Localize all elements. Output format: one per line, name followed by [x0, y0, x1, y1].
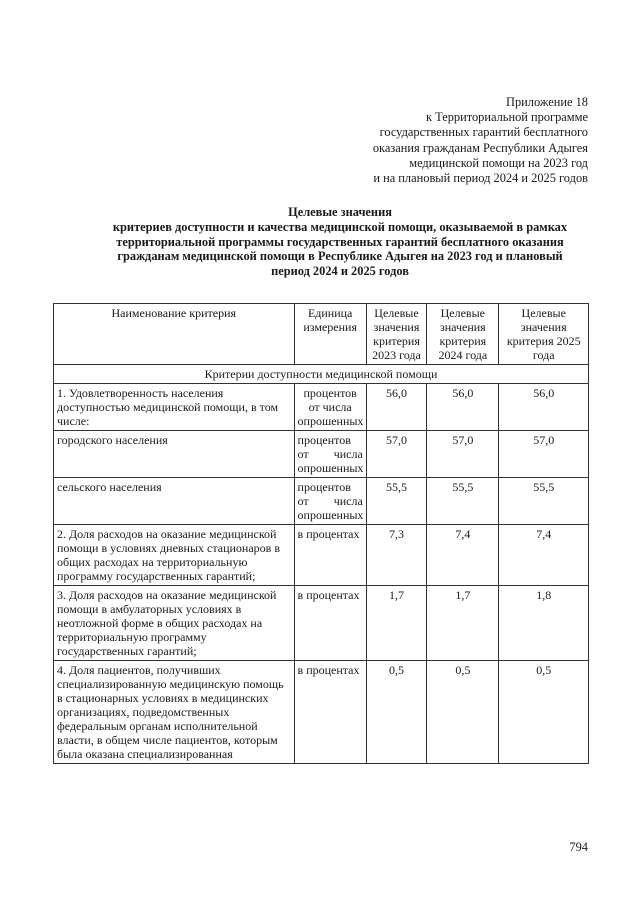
- table-row: [54, 431, 589, 478]
- value-2025: 1,8: [499, 586, 589, 661]
- value-2024: 56,0: [427, 384, 499, 431]
- appendix-header: [258, 95, 588, 186]
- criteria-table: [53, 303, 589, 764]
- criterion-unit: процентов от числа опрошенных: [294, 384, 366, 431]
- value-2024: 55,5: [427, 478, 499, 525]
- title-line: период 2024 и 2025 годов: [271, 264, 409, 279]
- criterion-unit: процентов от числа опрошенных: [294, 478, 366, 525]
- criterion-name: сельского населения: [54, 478, 295, 525]
- table-row: [54, 525, 589, 586]
- value-2023: 56,0: [366, 384, 426, 431]
- value-2024: 57,0: [427, 431, 499, 478]
- value-2025: 7,4: [499, 525, 589, 586]
- criterion-name: городского населения: [54, 431, 295, 478]
- appendix-line: к Территориальной программе: [426, 110, 588, 125]
- value-2024: 0,5: [427, 661, 499, 764]
- value-2025: 57,0: [499, 431, 589, 478]
- header-criterion-name: Наименование критерия: [54, 304, 295, 365]
- value-2025: 0,5: [499, 661, 589, 764]
- table-row: [54, 586, 589, 661]
- value-2025: 55,5: [499, 478, 589, 525]
- criterion-name: 1. Удовлетворенность населения доступностью медицинской помощи, в том числе:: [54, 384, 295, 431]
- appendix-line: оказания гражданам Республики Адыгея: [372, 140, 588, 155]
- document-title: [100, 205, 580, 279]
- value-2024: 1,7: [427, 586, 499, 661]
- criterion-unit: процентов от числа опрошенных: [294, 431, 366, 478]
- table-row: [54, 384, 589, 431]
- appendix-line: медицинской помощи на 2023 год: [409, 155, 588, 170]
- header-unit: Единица измерения: [294, 304, 366, 365]
- value-2023: 0,5: [366, 661, 426, 764]
- appendix-line: Приложение 18: [506, 95, 588, 109]
- header-target-2024: Целевые значения критерия 2024 года: [427, 304, 499, 365]
- title-line: территориальной программы государственных гарантий бесплатного оказания: [116, 234, 564, 249]
- title-line: критериев доступности и качества медицинской помощи, оказываемой в рамках: [112, 219, 568, 234]
- value-2024: 7,4: [427, 525, 499, 586]
- value-2023: 57,0: [366, 431, 426, 478]
- appendix-line: государственных гарантий бесплатного: [379, 125, 588, 140]
- criterion-unit: в процентах: [294, 586, 366, 661]
- criterion-name: 3. Доля расходов на оказание медицинской помощи в амбулаторных условиях в неотложной форме в общих расходах на территориальную программу государственных гарантий;: [54, 586, 295, 661]
- criterion-name: 4. Доля пациентов, получивших специализированную медицинскую помощь в стационарных условиях в медицинских организациях, подведомственных федеральным органам исполнительной власти, в общем числе пациентов, которым была оказана специализированная: [54, 661, 295, 764]
- section-title: Критерии доступности медицинской помощи: [54, 365, 589, 384]
- table-header-row: [54, 304, 589, 365]
- criterion-unit: в процентах: [294, 661, 366, 764]
- table-row: [54, 478, 589, 525]
- criterion-unit: в процентах: [294, 525, 366, 586]
- title-line: гражданам медицинской помощи в Республике Адыгея на 2023 год и плановый: [117, 249, 563, 264]
- section-row: [54, 365, 589, 384]
- page-number: 794: [569, 840, 588, 854]
- value-2023: 7,3: [366, 525, 426, 586]
- value-2023: 1,7: [366, 586, 426, 661]
- appendix-line: и на плановый период 2024 и 2025 годов: [373, 171, 588, 186]
- value-2025: 56,0: [499, 384, 589, 431]
- table-row: [54, 661, 589, 764]
- value-2023: 55,5: [366, 478, 426, 525]
- title-line: Целевые значения: [288, 205, 392, 219]
- header-target-2023: Целевые значения критерия 2023 года: [366, 304, 426, 365]
- header-target-2025: Целевые значения критерия 2025 года: [499, 304, 589, 365]
- criterion-name: 2. Доля расходов на оказание медицинской помощи в условиях дневных стационаров в общих расходах на территориальную программу государственных гарантий;: [54, 525, 295, 586]
